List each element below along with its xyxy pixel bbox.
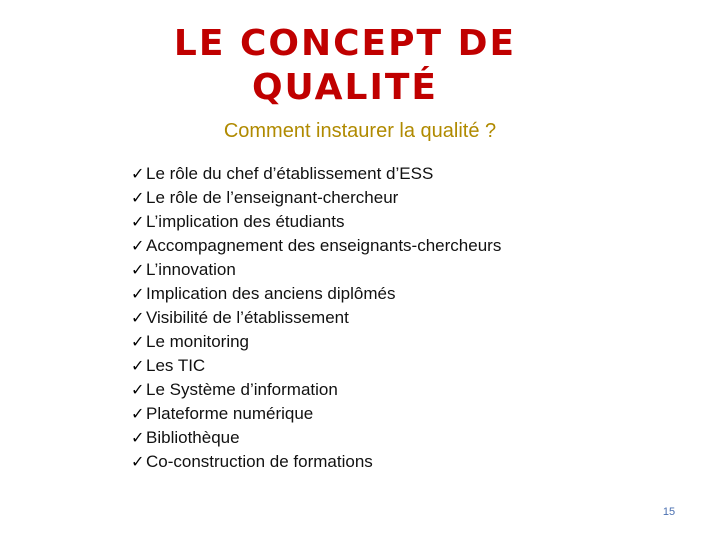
bullet-list — [131, 162, 501, 474]
checkmark-icon: ✓ — [131, 452, 145, 471]
list-item-label: Le Système d’information — [146, 380, 338, 399]
list-item — [131, 354, 501, 378]
list-item-label: Bibliothèque — [146, 428, 240, 447]
checkmark-icon: ✓ — [131, 284, 145, 303]
slide-title-line-1: LE CONCEPT DE — [173, 23, 517, 64]
checkmark-icon: ✓ — [131, 164, 145, 183]
list-item-label: Le monitoring — [146, 332, 250, 351]
list-item-label: Les TIC — [146, 356, 206, 375]
list-item-label: Accompagnement des enseignants-chercheurs — [146, 236, 502, 255]
checkmark-icon: ✓ — [131, 260, 145, 279]
list-item-label: Plateforme numérique — [146, 404, 314, 423]
checkmark-icon: ✓ — [131, 236, 145, 255]
list-item — [131, 258, 501, 282]
list-item — [131, 402, 501, 426]
list-item — [131, 426, 501, 450]
list-item — [131, 210, 501, 234]
list-item — [131, 450, 501, 474]
checkmark-icon: ✓ — [131, 380, 145, 399]
list-item — [131, 330, 501, 354]
checkmark-icon: ✓ — [131, 332, 145, 351]
checkmark-icon: ✓ — [131, 428, 145, 447]
checkmark-icon: ✓ — [131, 188, 145, 207]
checkmark-icon: ✓ — [131, 356, 145, 375]
list-item — [131, 306, 501, 330]
list-item-label: L’implication des étudiants — [146, 212, 345, 231]
list-item-label: Co-construction de formations — [146, 452, 373, 471]
slide-subtitle: Comment instaurer la qualité ? — [223, 120, 497, 142]
list-item-label: Le rôle du chef d’établissement d’ESS — [146, 164, 434, 183]
checkmark-icon: ✓ — [131, 212, 145, 231]
page-number: 15 — [662, 506, 676, 518]
slide-title-line-2: QUALITÉ — [251, 67, 439, 108]
list-item — [131, 186, 501, 210]
checkmark-icon: ✓ — [131, 308, 145, 327]
list-item — [131, 282, 501, 306]
list-item-label: Le rôle de l’enseignant-chercheur — [146, 188, 399, 207]
list-item-label: Visibilité de l’établissement — [146, 308, 349, 327]
checkmark-icon: ✓ — [131, 404, 145, 423]
list-item-label: L’innovation — [146, 260, 236, 279]
slide-title — [150, 22, 540, 110]
list-item-label: Implication des anciens diplômés — [146, 284, 396, 303]
list-item — [131, 234, 501, 258]
list-item — [131, 162, 501, 186]
list-item — [131, 378, 501, 402]
